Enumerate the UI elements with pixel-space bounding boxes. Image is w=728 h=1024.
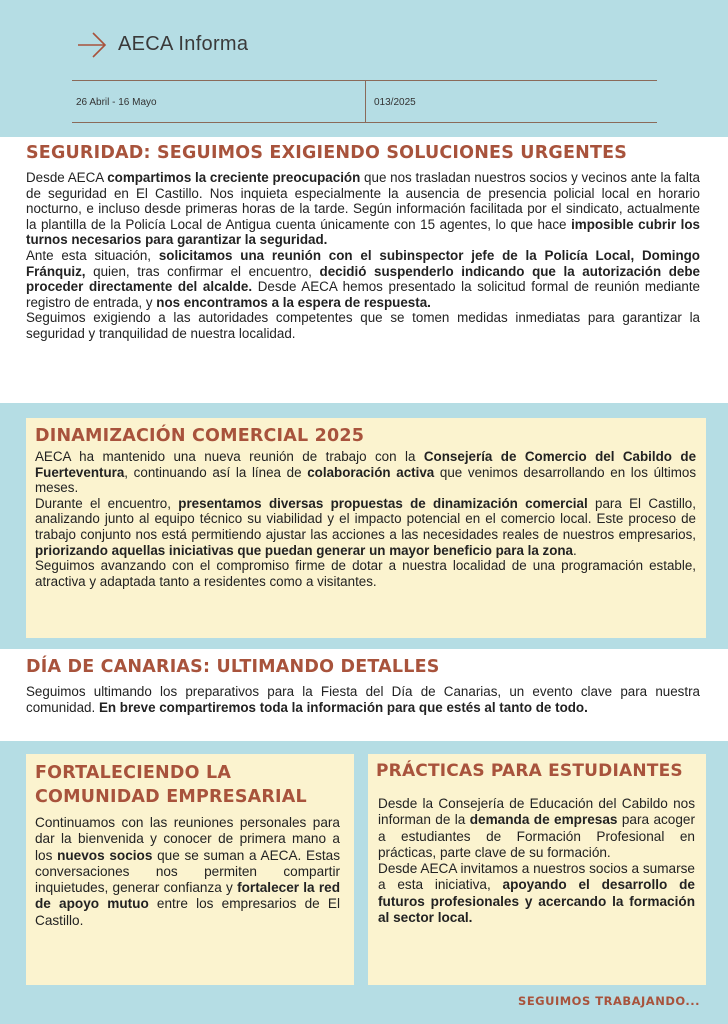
fortaleciendo-title: [35, 761, 307, 809]
seguridad-title: SEGURIDAD: SEGUIMOS EXIGIENDO SOLUCIONES URGENTES: [26, 143, 628, 163]
text-run: quien, tras confirmar el encuentro,: [85, 263, 320, 279]
bold-text: compartimos la creciente preocupación: [107, 170, 361, 185]
seguridad-body: [26, 170, 700, 342]
text-run: Desde AECA invitamos a nuestros socios a sumarse a esta iniciativa,: [378, 861, 695, 893]
section-seguridad: [0, 137, 728, 403]
dinamizacion-title: DINAMIZACIÓN COMERCIAL 2025: [35, 426, 365, 446]
arrow-right-icon: [76, 30, 108, 60]
text-run: que venimos desarrollando en los últimos meses.: [35, 464, 697, 496]
text-run: Durante el encuentro,: [35, 495, 179, 511]
seguridad-paragraph: [26, 170, 700, 248]
brand-title: AECA Informa: [118, 33, 249, 55]
canarias-body: [26, 684, 700, 715]
dinamizacion-body: [35, 449, 696, 589]
header-divider: [365, 81, 366, 122]
dinamizacion-paragraph: [35, 449, 696, 496]
bold-text: colaboración activa: [307, 464, 435, 480]
text-run: Continuamos con las reuniones personales para dar la bienvenida y conocer de primera mano a los: [35, 815, 340, 863]
fortaleciendo-paragraph: [35, 815, 340, 929]
dinamizacion-paragraph: [35, 558, 696, 589]
header: [0, 0, 728, 136]
text-run: Ante esta situación,: [26, 247, 159, 263]
header-bottom-rule: [72, 122, 657, 123]
text-run: que nos trasladan nuestros socios y vecinos ante la falta de seguridad en El Castillo. Nos inquieta especialmente la ausencia de presencia policial local en horario nocturno, e incluso desde primeras horas de la tarde. Según información facilitada por el sindicato, actualmente la plantilla de la Policía Local de Antigua cuenta únicamente con 15 agentes, lo que hace: [26, 170, 700, 232]
bold-text: apoyando el desarrollo de futuros profesionales y acercando la formación al sector local.: [378, 877, 695, 926]
canarias-paragraph: [26, 684, 700, 715]
text-run: , continuando así la línea de: [124, 464, 308, 480]
section-fortaleciendo: [26, 754, 354, 985]
section-canarias: [0, 649, 728, 741]
bold-text: fortalecer la red de apoyo mutuo: [35, 880, 341, 912]
bold-text: demanda de empresas: [469, 812, 618, 828]
bold-text: solicitamos una reunión con el subinspector jefe de la Policía Local, Domingo Fránquiz,: [26, 247, 700, 279]
issue-number: 013/2025: [374, 97, 416, 108]
practicas-body: [378, 796, 695, 926]
fortaleciendo-body: [35, 815, 340, 929]
text-run: para El Castillo, analizando junto al equipo técnico su viabilidad y el impacto potencial en el comercio local. Este proceso de trabajo conjunto nos está permitiendo ajustar las acciones a las necesidades reales de nuestros empresarios,: [35, 495, 696, 542]
bold-text: nuevos socios: [57, 847, 153, 863]
bold-text: priorizando aquellas iniciativas que puedan generar un mayor beneficio para la zona: [35, 542, 573, 558]
text-run: AECA ha mantenido una nueva reunión de trabajo con la: [35, 449, 424, 464]
text-run: que se suman a AECA. Estas conversaciones nos permiten compartir inquietudes, generar confianza y: [35, 847, 341, 896]
footer-tagline: SEGUIMOS TRABAJANDO...: [518, 994, 700, 1008]
text-run: Seguimos exigiendo a las autoridades competentes que se tomen medidas inmediatas para garantizar la seguridad y tranquilidad de nuestra localidad.: [26, 310, 700, 341]
text-run: para acoger a estudiantes de Formación Profesional en prácticas, parte clave de su formación.: [378, 812, 696, 860]
text-run: Seguimos avanzando con el compromiso firme de dotar a nuestra localidad de una programación estable, atractiva y adaptada tanto a residentes como a visitantes.: [35, 558, 696, 589]
text-run: Desde AECA hemos presentado la solicitud formal de reunión mediante registro de entrada, y: [26, 279, 701, 310]
fortaleciendo-title-line2: COMUNIDAD EMPRESARIAL: [35, 787, 307, 807]
section-dinamizacion: [26, 418, 706, 638]
fortaleciendo-title-line1: FORTALECIENDO LA: [35, 763, 232, 783]
bold-text: imposible cubrir los turnos necesarios para garantizar la seguridad.: [26, 216, 700, 248]
bold-text: nos encontramos a la espera de respuesta.: [156, 294, 431, 310]
seguridad-paragraph: [26, 310, 700, 341]
bold-text: Consejería de Comercio del Cabildo de Fuerteventura: [35, 449, 697, 480]
section-practicas: [368, 754, 706, 985]
practicas-paragraph: [378, 796, 695, 861]
text-run: Seguimos ultimando los preparativos para la Fiesta del Día de Canarias, un evento clave para nuestra comunidad.: [26, 684, 700, 715]
text-run: entre los empresarios de El Castillo.: [35, 896, 340, 928]
practicas-paragraph: [378, 861, 695, 926]
canarias-title: DÍA DE CANARIAS: ULTIMANDO DETALLES: [26, 657, 440, 677]
text-run: Desde AECA: [26, 170, 108, 185]
practicas-title: PRÁCTICAS PARA ESTUDIANTES: [376, 761, 683, 781]
bold-text: En breve compartiremos toda la información para que estés al tanto de todo.: [98, 699, 588, 715]
dinamizacion-paragraph: [35, 496, 696, 558]
text-run: .: [573, 542, 577, 558]
seguridad-paragraph: [26, 248, 700, 310]
issue-dates: 26 Abril - 16 Mayo: [76, 97, 157, 108]
bold-text: presentamos diversas propuestas de dinamización comercial: [178, 495, 588, 511]
bold-text: decidió suspenderlo indicando que la autorización debe proceder directamente del alcalde.: [26, 263, 701, 295]
text-run: Desde la Consejería de Educación del Cabildo nos informan de la: [378, 796, 695, 828]
